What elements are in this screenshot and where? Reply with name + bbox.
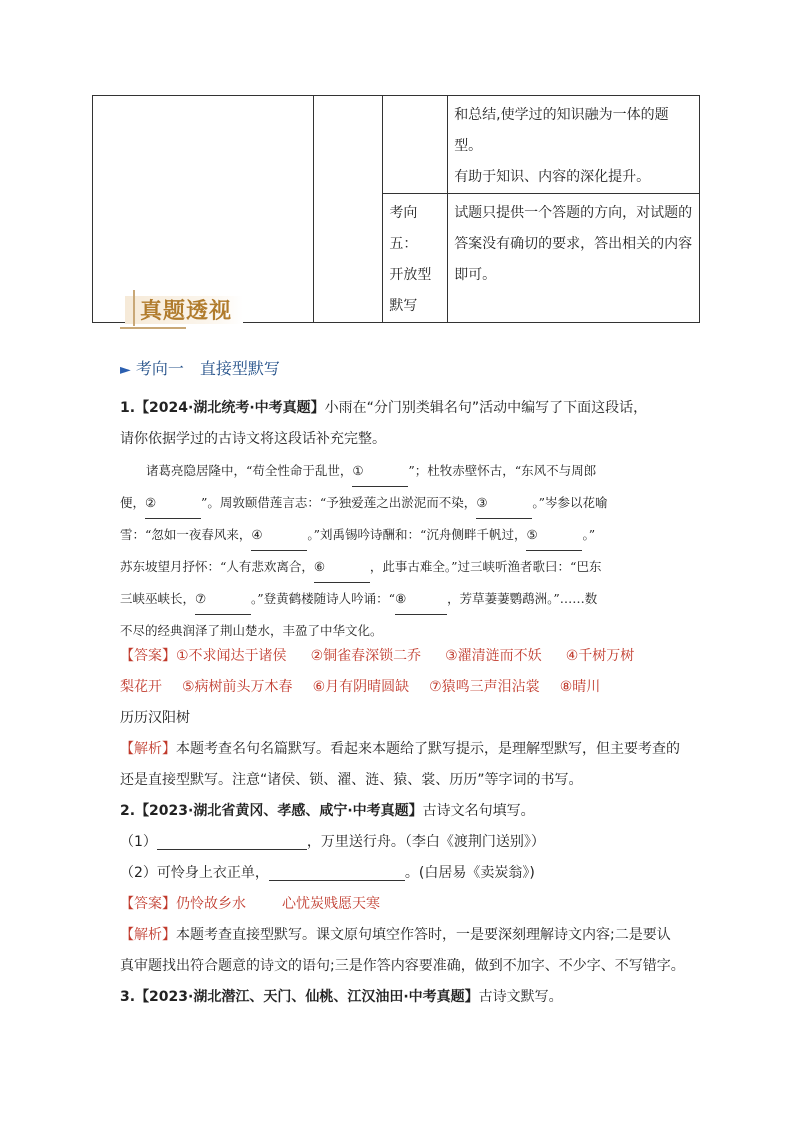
question-2-line-1 (120, 827, 545, 858)
question-1-answer (120, 641, 634, 672)
heading-decor-line (133, 290, 135, 326)
passage-text: 。”登黄鹤楼随诗人吟诵：“ (251, 591, 396, 606)
blank-number: ② (145, 495, 157, 510)
table-text-line: 有助于知识、内容的深化提升。 (454, 169, 651, 185)
fill-blank-2[interactable] (145, 487, 201, 519)
analysis-text: 本题考查直接型默写。课文原句填空作答时，一是要深刻理解诗文内容;二是要认 (176, 927, 671, 943)
blank-number: ⑤ (526, 527, 538, 542)
answer-item: ①不求闻达于诸侯 (176, 648, 287, 664)
table-text-line: 开放型 (389, 267, 432, 283)
question-number: 2. (120, 803, 136, 819)
passage-text: 。”刘禹锡吟诗酬和：“沉舟侧畔千帆过， (307, 527, 527, 542)
answer-item: ②铜雀春深锁二乔 (310, 648, 422, 664)
passage-line (120, 551, 680, 583)
answer-item: 梨花开 (120, 679, 162, 695)
passage-text: 。” (582, 527, 596, 542)
fill-blank-6[interactable] (314, 551, 370, 583)
blank-number: ⑧ (395, 591, 407, 606)
analysis-tag: 【解析】 (120, 927, 176, 943)
question-text: 小雨在“分门别类辑名句”活动中编写了下面这段话， (324, 400, 648, 416)
question-2-analysis (120, 920, 671, 951)
analysis-tag: 【解析】 (120, 741, 176, 757)
table-text-line: 考向五： (389, 205, 418, 252)
answer-tag: 【答案】 (120, 648, 176, 664)
passage-text: 。”岑参以花喻 (532, 495, 608, 510)
question-text: ，万里送行舟。（李白《渡荆门送别》） (306, 834, 545, 850)
question-1-passage (120, 455, 680, 646)
answer-item: ⑧晴川 (559, 679, 601, 695)
question-1-answer-2 (120, 672, 600, 703)
passage-line (120, 583, 680, 615)
fill-blank-8[interactable] (395, 583, 447, 615)
answer-item: 心忧炭贱愿天寒 (282, 896, 380, 912)
passage-text: ”。周敦颐借莲言志：“予独爱莲之出淤泥而不染， (201, 495, 477, 510)
question-2-answer (120, 889, 380, 920)
question-text: 。(白居易《卖炭翁》) (404, 865, 535, 881)
subsection-title-text: 考向一 直接型默写 (135, 359, 280, 378)
table-text-line: 即可。 (454, 267, 497, 283)
fill-blank[interactable] (269, 863, 405, 881)
triangle-marker-icon: ► (120, 362, 131, 378)
question-source: 【2024·湖北统考·中考真题】 (135, 400, 325, 416)
fill-blank-3[interactable] (476, 487, 532, 519)
passage-text: 三峡巫峡长， (120, 591, 196, 606)
table-cell-empty (93, 96, 314, 323)
question-1-answer-3: 历历汉阳树 (120, 710, 190, 726)
subsection-title (120, 356, 280, 379)
table-cell-desc (448, 96, 700, 194)
section-heading: 真题透视 (140, 299, 233, 324)
question-1-stem (120, 393, 647, 424)
fill-blank-7[interactable] (195, 583, 251, 615)
table-text-line: 答案没有确切的要求，答出相关的内容 (454, 236, 693, 252)
analysis-text: 本题考查名句名篇默写。看起来本题给了默写提示，是理解型默写，但主要考查的 (176, 741, 680, 757)
fill-blank-5[interactable] (526, 519, 582, 551)
question-2-analysis-2: 真审题找出符合题意的诗文的语句;三是作答内容要准确，做到不加字、不少字、不写错字。 (120, 958, 685, 974)
question-1-analysis-2: 还是直接型默写。注意“诸侯、锁、濯、涟、猿、裳、历历”等字词的书写。 (120, 772, 583, 788)
question-text: 古诗文默写。 (478, 989, 563, 1005)
blank-number: ③ (476, 495, 488, 510)
answer-item: ⑦猿鸣三声泪沾裳 (429, 679, 540, 695)
knowledge-table (92, 95, 700, 323)
blank-number: ⑥ (313, 559, 326, 574)
fill-blank-4[interactable] (251, 519, 307, 551)
question-2-line-2 (120, 858, 535, 889)
passage-text: ”；杜牧赤壁怀古，“东风不与周郎 (408, 463, 597, 478)
passage-text: 便， (120, 495, 146, 510)
passage-line (120, 519, 680, 551)
answer-item: ④千树万树 (565, 648, 635, 664)
passage-text: 雪：“忽如一夜春风来， (120, 527, 252, 542)
table-text-line: 默写 (389, 298, 418, 314)
passage-line: 不尽的经典润泽了荆山楚水，丰盈了中华文化。 (120, 623, 383, 638)
table-cell-empty (383, 96, 448, 194)
passage-text: ，此事古难全。”过三峡听渔者歌曰：“巴东 (369, 559, 602, 574)
blank-number: ④ (251, 527, 263, 542)
question-3-stem (120, 982, 563, 1013)
table-text-line: 试题只提供一个答题的方向，对试题的 (454, 205, 693, 221)
heading-decor-line (120, 327, 186, 329)
fill-blank-1[interactable] (352, 455, 408, 487)
blank-number: ① (352, 463, 364, 478)
passage-text: ，芳草萋萋鹦鹉洲。”……数 (447, 591, 598, 606)
table-cell-type (383, 194, 448, 323)
item-number: （1） (120, 834, 157, 850)
fill-blank[interactable] (157, 832, 307, 850)
question-number: 3. (120, 989, 136, 1005)
question-1-analysis (120, 734, 680, 765)
passage-line (120, 487, 680, 519)
blank-number: ⑦ (195, 591, 207, 606)
passage-text: 苏东坡望月抒怀：“人有悲欢离合， (120, 559, 314, 574)
answer-item: ⑤病树前头万木春 (182, 679, 293, 695)
table-cell-desc (448, 194, 700, 323)
answer-item: ⑥月有阴晴圆缺 (312, 679, 410, 695)
passage-line (120, 455, 680, 487)
question-text: （2）可怜身上衣正单， (120, 865, 269, 881)
answer-item: 仍怜故乡水 (176, 896, 246, 912)
answer-item: ③濯清涟而不妖 (445, 648, 542, 664)
question-source: 【2023·湖北省黄冈、孝感、咸宁·中考真题】 (135, 803, 423, 819)
question-text: 古诗文名句填写。 (422, 803, 535, 819)
table-cell-empty (313, 96, 383, 323)
question-1-stem-2: 请你依据学过的古诗文将这段话补充完整。 (120, 431, 386, 447)
question-number: 1. (120, 400, 136, 416)
passage-text: 诸葛亮隐居隆中，“苟全性命于乱世， (146, 463, 353, 478)
answer-tag: 【答案】 (120, 896, 176, 912)
question-2-stem (120, 796, 535, 827)
table-text-line: 和总结,使学过的知识融为一体的题型。 (454, 107, 669, 154)
question-source: 【2023·湖北潜江、天门、仙桃、江汉油田·中考真题】 (135, 989, 479, 1005)
